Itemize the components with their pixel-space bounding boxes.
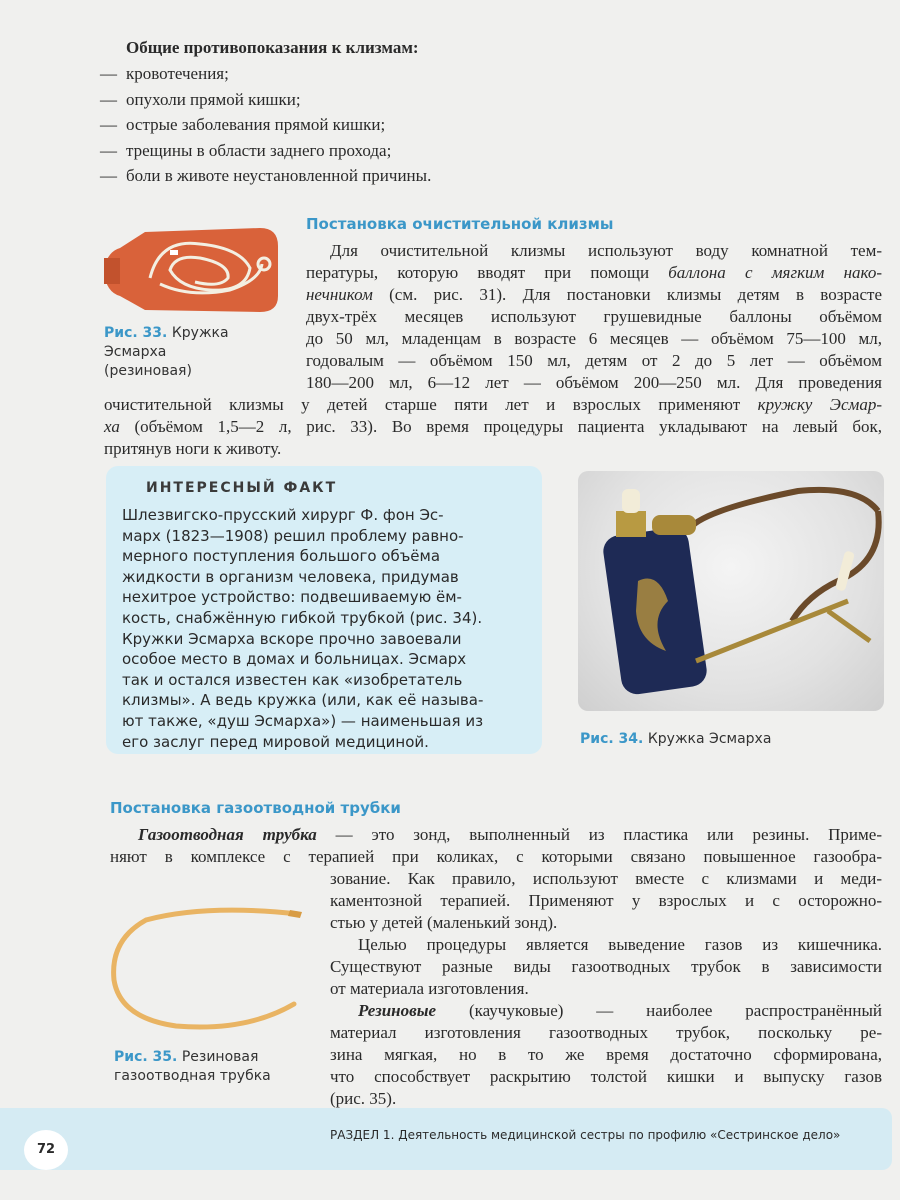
cleansing-line: годовалым — объёмом 150 мл, детям от 2 до 5 лет — объёмом (306, 351, 882, 370)
fact-line: так и остался известен как «изобретатель (122, 670, 463, 689)
fact-line: кость, снабжённую гибкой трубкой (рис. 34). (122, 609, 483, 627)
gas-line: Целью процедуры является выведение газов из кишечника. (358, 935, 882, 954)
fact-line: жидкости в организм человека, придумав (122, 567, 459, 586)
contraindications-heading: Общие противопоказания к клизмам: (126, 38, 419, 57)
cleansing-line: очистительной клизмы у детей старше пяти лет и взрослых применяют кружку Эсмар- (104, 395, 882, 414)
gas-line: Существуют разные виды газоотводных трубок в зависимости (330, 957, 882, 976)
gas-line: стью у детей (маленький зонд). (330, 913, 558, 932)
gas-line: каментозной терапией. Применяют у взрослых и с осторожно- (330, 891, 882, 910)
fact-line: марх (1823—1908) решил проблему равно- (122, 526, 464, 545)
list-item: — трещины в области заднего прохода; (100, 141, 392, 160)
list-item: — боли в животе неустановленной причины. (100, 166, 432, 185)
fig33-caption: Рис. 33. Кружка Эсмарха (резиновая) (104, 325, 229, 379)
footer-section-title: РАЗДЕЛ 1. Деятельность медицинской сестры по профилю «Сестринское дело» (330, 1128, 841, 1142)
fact-line: мерного поступления большого объёма (122, 547, 441, 566)
cleansing-section-title: Постановка очистительной клизмы (306, 215, 614, 233)
gas-line: няют в комплексе с терапией при коликах, с которыми связано повышенное газообра- (110, 847, 882, 866)
cleansing-line: пературы, которую вводят при помощи баллона с мягким нако- (306, 263, 882, 282)
rubber-gas-tube-image (106, 900, 306, 1040)
cleansing-line: нечником (см. рис. 31). Для постановки клизмы детям в возрасте (306, 285, 882, 304)
esmarch-mug-rubber-image (100, 218, 282, 318)
list-item: — кровотечения; (100, 64, 229, 83)
fact-title: ИНТЕРЕСНЫЙ ФАКТ (146, 480, 338, 496)
gas-line: Резиновые (каучуковые) — наиболее распространённый (358, 1001, 882, 1020)
fact-line: особое место в домах и больницах. Эсмарх (122, 650, 467, 669)
gas-tube-section-title: Постановка газоотводной трубки (110, 799, 401, 817)
cleansing-line: 180—200 мл, 6—12 лет — объёмом 200—250 мл. Для проведения (306, 373, 882, 392)
cleansing-line: притянув ноги к животу. (104, 439, 282, 458)
page-number: 72 (24, 1130, 68, 1170)
fact-line: Кружки Эсмарха вскоре прочно завоевали (122, 629, 462, 648)
gas-line: зина мягкая, но в то же время достаточно сформирована, (330, 1045, 882, 1064)
list-item: — опухоли прямой кишки; (100, 90, 301, 109)
gas-line: (рис. 35). (330, 1089, 397, 1108)
fact-line: ют также, «душ Эсмарха») — наименьшая из (122, 712, 484, 730)
cleansing-line: Для очистительной клизмы используют воду комнатной тем- (330, 241, 882, 260)
fig34-caption: Рис. 34. Кружка Эсмарха (580, 731, 772, 747)
gas-line: от материала изготовления. (330, 979, 529, 998)
cleansing-line: ха (объёмом 1,5—2 л, рис. 33). Во время процедуры пациента укладывают на левый бок, (104, 417, 882, 436)
gas-line: Газоотводная трубка — это зонд, выполненный из пластика или резины. Приме- (138, 825, 882, 844)
fact-line: его заслуг перед мировой медициной. (122, 732, 429, 751)
cleansing-line: до 50 мл, младенцам в возрасте 6 месяцев — объёмом 75—100 мл, (306, 329, 882, 348)
cleansing-line: двух-трёх месяцев используют грушевидные баллоны объёмом (306, 307, 882, 326)
gas-line: зование. Как правило, используют вместе с клизмами и меди- (330, 869, 882, 888)
fact-line: клизмы». А ведь кружка (или, как её называ- (122, 691, 484, 710)
fact-line: нехитрое устройство: подвешиваемую ём- (122, 588, 462, 607)
gas-line: материал изготовления газоотводных трубок, поскольку ре- (330, 1023, 882, 1042)
esmarch-mug-antique-photo (578, 471, 884, 711)
fact-line: Шлезвигско-прусский хирург Ф. фон Эс- (122, 506, 444, 524)
fig35-caption: Рис. 35. Резиновая газоотводная трубка (114, 1049, 271, 1084)
list-item: — острые заболевания прямой кишки; (100, 115, 386, 134)
gas-line: что способствует раскрытию толстой кишки и выпуску газов (330, 1067, 882, 1086)
